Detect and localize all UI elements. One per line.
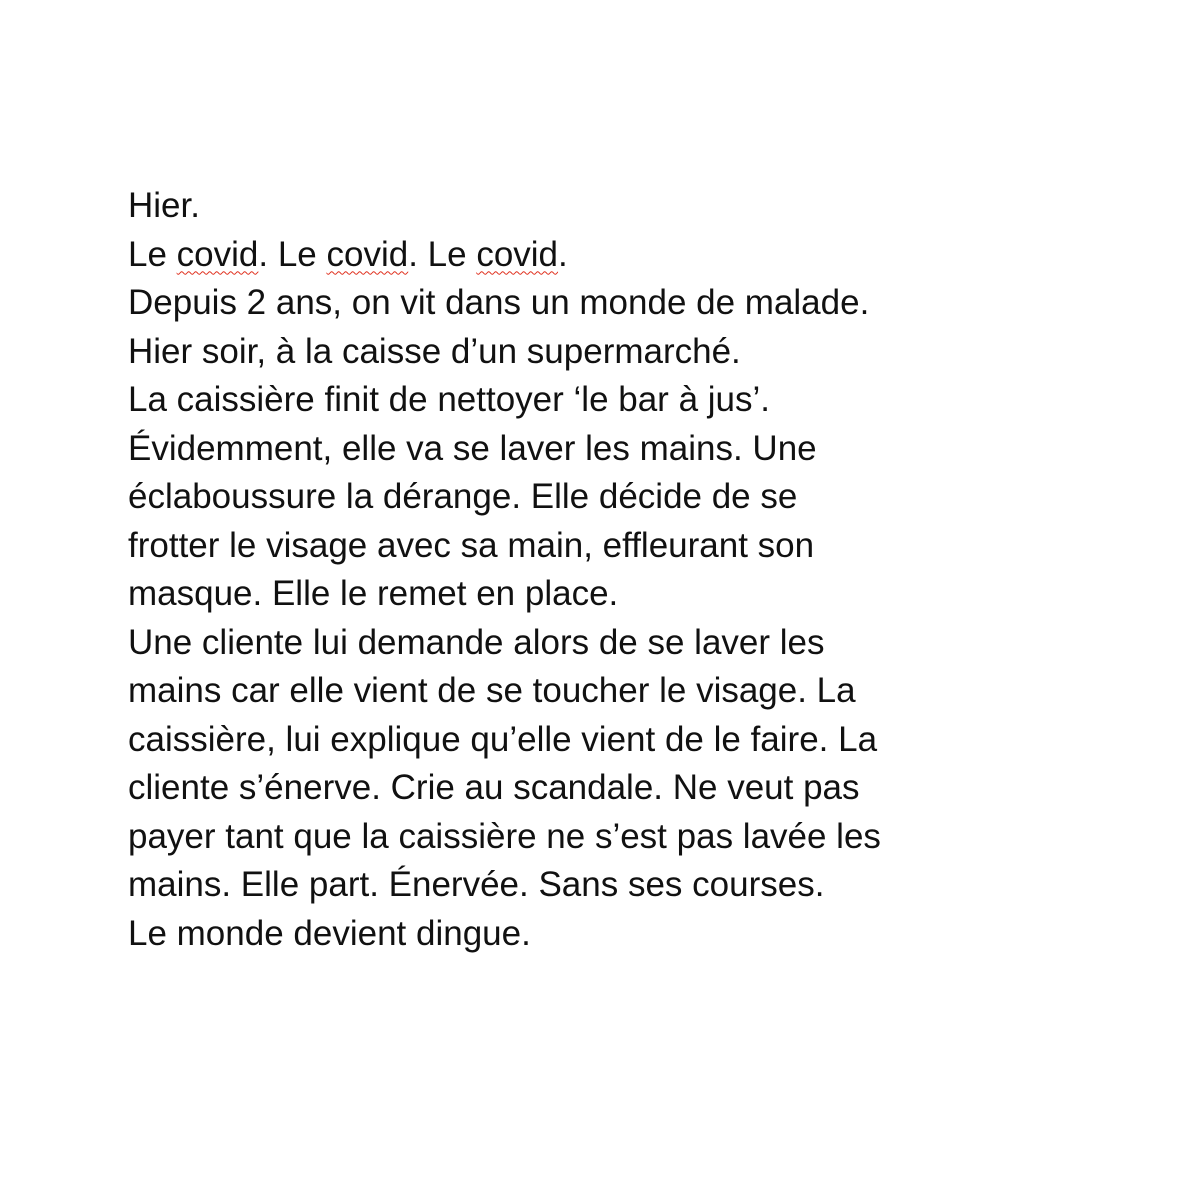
document-body	[128, 182, 1168, 958]
text-line: Évidemment, elle va se laver les mains. Une	[128, 428, 817, 468]
text-fragment: . Le	[408, 234, 477, 274]
text-line: caissière, lui explique qu’elle vient de le faire. La	[128, 719, 878, 759]
text-line-covid	[128, 231, 1168, 280]
text-line: La caissière finit de nettoyer ‘le bar à jus’.	[128, 380, 770, 419]
text-line: payer tant que la caissière ne s’est pas lavée les	[128, 816, 881, 856]
misspelled-word[interactable]: covid	[476, 234, 559, 274]
text-line: masque. Elle le remet en place.	[128, 574, 619, 613]
text-line: Depuis 2 ans, on vit dans un monde de malade.	[128, 283, 870, 322]
text-fragment: . Le	[258, 234, 327, 274]
text-line: éclaboussure la dérange. Elle décide de se	[128, 477, 798, 516]
text-line: mains car elle vient de se toucher le visage. La	[128, 671, 856, 710]
text-fragment: Le	[128, 234, 177, 274]
text-line: Une cliente lui demande alors de se laver les	[128, 622, 825, 662]
text-line: Le monde devient dingue.	[128, 913, 531, 953]
text-fragment: .	[558, 234, 568, 274]
text-line: Hier.	[128, 186, 200, 225]
text-line: mains. Elle part. Énervée. Sans ses courses.	[128, 865, 825, 904]
misspelled-word[interactable]: covid	[176, 234, 259, 274]
text-line: cliente s’énerve. Crie au scandale. Ne veut pas	[128, 768, 860, 807]
text-line: frotter le visage avec sa main, effleurant son	[128, 525, 815, 565]
text-line: Hier soir, à la caisse d’un supermarché.	[128, 331, 741, 371]
misspelled-word[interactable]: covid	[326, 234, 409, 274]
